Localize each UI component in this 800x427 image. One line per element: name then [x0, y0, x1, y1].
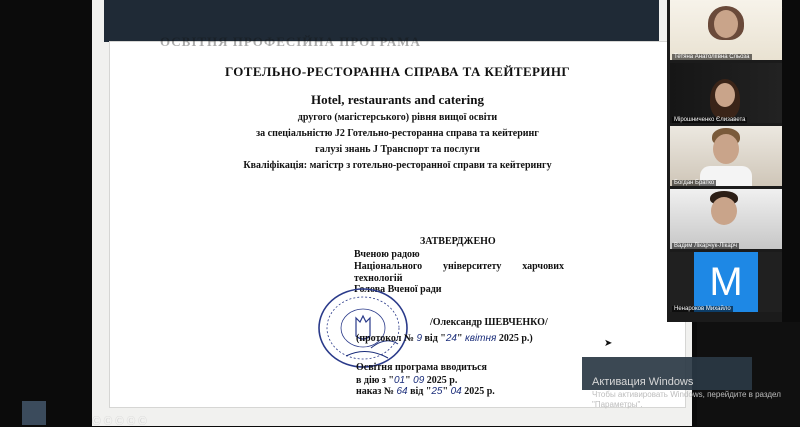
university-word-4: технологій [354, 273, 403, 284]
participant-face [711, 197, 737, 225]
enact-prefix: в дію з " [356, 375, 394, 386]
participant-name: Вадим Лікарчук-Лікарч [674, 243, 737, 249]
university-word-1: Національного [354, 261, 423, 272]
order-number: 64 [396, 386, 408, 397]
protocol-day: 24 [445, 333, 457, 344]
protocol-from: від " [424, 333, 446, 344]
enact-date-line: в дію з "01" 09 2025 р. [356, 375, 458, 386]
participant-name: Тетяна Анатоліївна Сльоза [674, 54, 750, 60]
degree-level: другого (магістерського) рівня вищої освіти [297, 112, 498, 123]
order-month: 04 [450, 386, 462, 397]
participant-face [713, 134, 739, 164]
participant-tile[interactable] [670, 0, 782, 60]
approved-title: ЗАТВЕРДЖЕНО [420, 236, 496, 247]
participant-tile[interactable] [670, 126, 782, 186]
protocol-month: квітня [465, 333, 497, 344]
university-word-2: університету [443, 261, 502, 272]
enact-month: 09 [413, 375, 425, 386]
qualification: Кваліфікація: магістр з готельно-ресторанної справи та кейтерингу [243, 160, 552, 171]
order-line: наказ № 64 від "25" 04 2025 р. [356, 386, 495, 397]
university-line [354, 261, 564, 272]
mouse-cursor-icon: ➤ [604, 338, 613, 349]
enact-label: Освітня програма вводиться [356, 362, 487, 373]
bottom-toolbar-hint: Ⓒ Ⓒ Ⓒ Ⓒ Ⓒ [92, 416, 148, 426]
order-day: 25 [431, 386, 443, 397]
official-seal-icon [316, 286, 410, 370]
activation-subtitle: Чтобы активировать Windows, перейдите в раздел "Параметры". [592, 390, 781, 409]
participant-face [714, 10, 738, 38]
order-year: 2025 р. [464, 386, 495, 397]
document-header-partial: ОСВІТНЯ ПРОФЕСІЙНА ПРОГРАМА [160, 34, 421, 49]
enact-year: 2025 р. [426, 375, 458, 386]
participant-tile[interactable] [670, 63, 782, 123]
head-title: Голова Вченої ради [354, 284, 442, 295]
program-title-en: Hotel, restaurants and catering [310, 92, 485, 107]
participant-face [715, 83, 735, 107]
participant-tile[interactable] [670, 252, 782, 312]
university-word-3: харчових [522, 261, 564, 272]
participant-avatar: M [694, 252, 758, 312]
signer-name: /Олександр ШЕВЧЕНКО/ [430, 317, 548, 328]
participant-name: Ненароков Михайло [674, 306, 731, 312]
document-page [110, 42, 685, 407]
protocol-year: 2025 р.) [498, 333, 533, 344]
program-title: ГОТЕЛЬНО-РЕСТОРАННА СПРАВА ТА КЕЙТЕРИНГ [224, 64, 571, 79]
specialty: за спеціальністю J2 Готельно-ресторанна справа та кейтеринг [256, 128, 539, 139]
left-control-button[interactable] [22, 401, 46, 425]
protocol-label: (протокол № [356, 333, 414, 344]
enact-day: 01 [393, 375, 406, 386]
participant-tile[interactable] [670, 189, 782, 249]
participant-name: Мірошниченко Єлизавета [674, 117, 746, 123]
field-of-knowledge: галузі знань J Транспорт та послуги [315, 144, 480, 155]
activation-title: Активация Windows [592, 376, 694, 388]
order-prefix: наказ № [356, 386, 394, 397]
order-from: від " [410, 386, 432, 397]
approved-by: Вченою радою [354, 249, 420, 260]
protocol-line: (протокол № 9 від "24" квітня 2025 р.) [356, 333, 533, 344]
protocol-number: 9 [416, 333, 423, 344]
participant-name: Богдан Братко [674, 180, 715, 186]
